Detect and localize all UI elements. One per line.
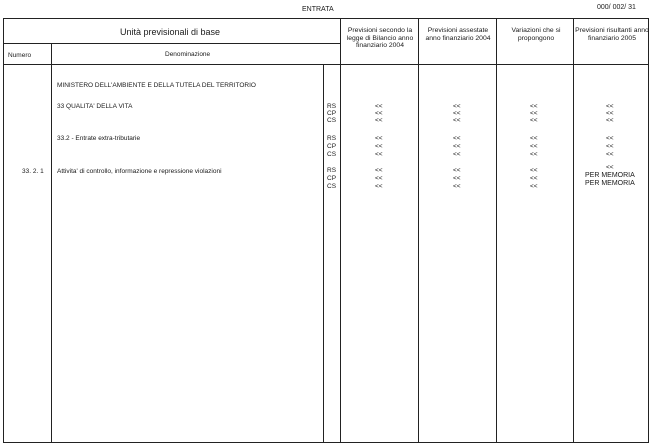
row-code: CP — [327, 110, 337, 117]
cell-col2: << — [453, 175, 461, 182]
row-code: CS — [327, 183, 337, 190]
row-label: Attivita' di controllo, informazione e repressione violazioni — [57, 168, 222, 175]
cell-col3: << — [530, 183, 538, 190]
cell-col4: PER MEMORIA — [585, 172, 635, 179]
col2-header: Previsioni assestate anno finanziario 2004 — [425, 27, 491, 42]
row-code: CP — [327, 175, 337, 182]
cell-col3: << — [530, 103, 538, 110]
cell-col2: << — [453, 135, 461, 142]
cell-col1: << — [375, 135, 383, 142]
ministry-title: MINISTERO DELL'AMBIENTE E DELLA TUTELA DEL TERRITORIO — [57, 82, 256, 89]
cell-col4: << — [606, 103, 614, 110]
page-code: 000/ 002/ 31 — [597, 4, 636, 11]
cell-col2: << — [453, 183, 461, 190]
cell-col4: << — [606, 110, 614, 117]
cell-col1: << — [375, 183, 383, 190]
cell-col2: << — [453, 151, 461, 158]
cell-col4: << — [606, 151, 614, 158]
cell-col3: << — [530, 117, 538, 124]
cell-col1: << — [375, 103, 383, 110]
cell-col1: << — [375, 151, 383, 158]
cell-col4: << — [606, 143, 614, 150]
row-label: 33 QUALITA' DELLA VITA — [57, 103, 133, 110]
row-label: 33.2 - Entrate extra-tributarie — [57, 135, 141, 142]
upb-header: Unità previsionali di base — [120, 27, 221, 37]
cell-col3: << — [530, 151, 538, 158]
row-number: 33. 2. 1 — [22, 168, 44, 175]
page-title: ENTRATA — [302, 6, 334, 13]
cell-col4: << — [606, 135, 614, 142]
cell-col1: << — [375, 110, 383, 117]
cell-col4: << — [606, 117, 614, 124]
row-code: CP — [327, 143, 337, 150]
cell-col3: << — [530, 143, 538, 150]
col1-header: Previsioni secondo la legge di Bilancio anno finanziario 2004 — [346, 27, 414, 50]
cell-col3: << — [530, 110, 538, 117]
row-code: RS — [327, 167, 337, 174]
cell-col3: << — [530, 135, 538, 142]
row-code: RS — [327, 103, 337, 110]
cell-col4: << — [606, 164, 614, 171]
cell-col4: PER MEMORIA — [585, 180, 635, 187]
cell-col2: << — [453, 110, 461, 117]
cell-col2: << — [453, 167, 461, 174]
cell-col1: << — [375, 175, 383, 182]
col3-header: Variazioni che si propongono — [511, 27, 561, 42]
cell-col1: << — [375, 167, 383, 174]
cell-col1: << — [375, 143, 383, 150]
cell-col2: << — [453, 117, 461, 124]
cell-col2: << — [453, 103, 461, 110]
cell-col3: << — [530, 167, 538, 174]
row-code: CS — [327, 117, 337, 124]
numero-header: Numero — [8, 52, 32, 59]
cell-col1: << — [375, 117, 383, 124]
cell-col2: << — [453, 143, 461, 150]
denominazione-header: Denominazione — [165, 51, 211, 58]
cell-col3: << — [530, 175, 538, 182]
row-code: RS — [327, 135, 337, 142]
col4-header: Previsioni risultanti anno finanziario 2005 — [575, 27, 649, 42]
row-code: CS — [327, 151, 337, 158]
